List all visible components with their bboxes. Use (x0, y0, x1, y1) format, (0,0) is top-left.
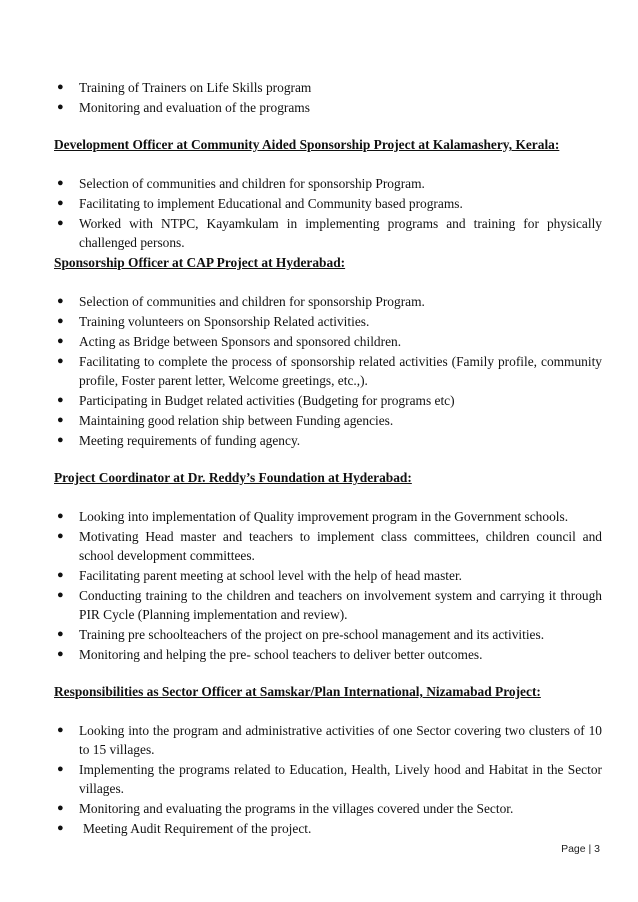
list-item: ● Facilitating parent meeting at school level with the help of head master. (57, 568, 463, 583)
list-item: ● Training volunteers on Sponsorship Related activities. (57, 314, 370, 329)
bullet-icon: ● (57, 530, 64, 542)
list-item: ● Worked with NTPC, Kayamkulam in implementing programs and training for physically challenged persons. (57, 216, 602, 250)
bullet-icon: ● (57, 197, 64, 209)
list-item: ● Training pre schoolteachers of the project on pre-school management and its activities. (57, 627, 545, 642)
bullet-icon: ● (57, 510, 64, 522)
page-number: Page | 3 (561, 843, 600, 855)
bullet-icon: ● (57, 724, 64, 736)
section-heading: Sponsorship Officer at CAP Project at Hyderabad: (54, 255, 346, 270)
list-item: ● Meeting requirements of funding agency. (57, 433, 301, 448)
bullet-icon: ● (57, 763, 64, 775)
section-list (54, 507, 602, 664)
section-heading: Project Coordinator at Dr. Reddy’s Foundation at Hyderabad: (54, 470, 412, 485)
section-heading: Responsibilities as Sector Officer at Samskar/Plan International, Nizamabad Project: (54, 684, 541, 699)
list-item: ● Training of Trainers on Life Skills program (57, 80, 312, 95)
bullet-icon: ● (57, 648, 64, 660)
list-item: ● Facilitating to implement Educational and Community based programs. (57, 196, 463, 211)
bullet-icon: ● (57, 355, 64, 367)
bullet-icon: ● (57, 177, 64, 189)
bullet-icon: ● (57, 81, 64, 93)
section-list (54, 174, 602, 252)
list-item: ● Implementing the programs related to Education, Health, Lively hood and Habitat in the Sector villages. (57, 762, 602, 796)
bullet-icon: ● (57, 101, 64, 113)
bullet-icon: ● (57, 295, 64, 307)
section-list (54, 721, 602, 838)
list-item: ● Looking into implementation of Quality improvement program in the Government schools. (57, 509, 569, 524)
section-list (54, 292, 602, 450)
bullet-icon: ● (57, 315, 64, 327)
bullet-icon: ● (57, 802, 64, 814)
list-item: ● Monitoring and helping the pre- school teachers to deliver better outcomes. (57, 647, 483, 662)
bullet-icon: ● (57, 414, 64, 426)
bullet-icon: ● (57, 335, 64, 347)
list-item: ● Acting as Bridge between Sponsors and sponsored children. (57, 334, 402, 349)
list-item: ● Meeting Audit Requirement of the project. (57, 821, 312, 836)
intro-list (54, 78, 602, 117)
bullet-icon: ● (57, 569, 64, 581)
document-page (54, 78, 602, 839)
list-item: ● Selection of communities and children for sponsorship Program. (57, 294, 425, 309)
list-item: ● Participating in Budget related activities (Budgeting for programs etc) (57, 393, 455, 408)
list-item: ● Conducting training to the children and teachers on involvement system and carrying it through PIR Cycle (Planning implementation and review). (57, 588, 602, 622)
list-item: ● Motivating Head master and teachers to implement class committees, children council and school development committees. (57, 529, 602, 563)
section-heading: Development Officer at Community Aided Sponsorship Project at Kalamashery, Kerala: (54, 137, 560, 152)
bullet-icon: ● (57, 434, 64, 446)
list-item: ● Selection of communities and children for sponsorship Program. (57, 176, 425, 191)
bullet-icon: ● (57, 822, 64, 834)
list-item: ● Maintaining good relation ship between Funding agencies. (57, 413, 394, 428)
list-item: ● Monitoring and evaluation of the programs (57, 100, 310, 115)
list-item: ● Facilitating to complete the process of sponsorship related activities (Family profile, community profile, Foster parent letter, Welcome greetings, etc.,). (57, 354, 602, 388)
bullet-icon: ● (57, 394, 64, 406)
bullet-icon: ● (57, 217, 64, 229)
list-item: ● Looking into the program and administrative activities of one Sector covering two clusters of 10 to 15 villages. (57, 723, 602, 757)
list-item: ● Monitoring and evaluating the programs in the villages covered under the Sector. (57, 801, 514, 816)
bullet-icon: ● (57, 628, 64, 640)
bullet-icon: ● (57, 589, 64, 601)
